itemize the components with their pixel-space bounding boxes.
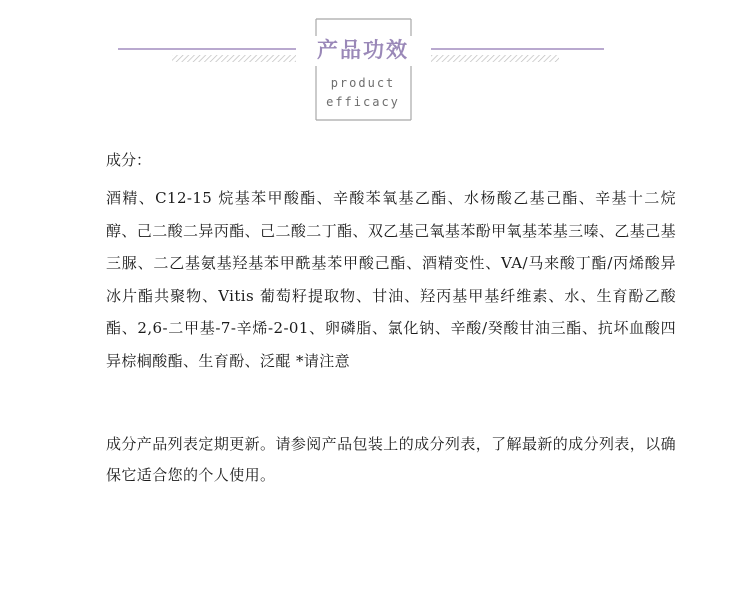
ingredients-section (106, 148, 676, 491)
hatch-strip-left (172, 55, 296, 62)
header-subtitle (316, 74, 410, 112)
hatch-strip-right (431, 55, 559, 62)
header-subtitle-line1: product (330, 76, 396, 90)
ingredients-label: 成分： (106, 151, 152, 169)
header-subtitle-line2: efficacy (326, 95, 400, 109)
update-notice: 成分产品列表定期更新。请参阅产品包装上的成分列表，了解最新的成分列表，以确保它适合您的个人使用。 (106, 435, 676, 484)
ingredients-list: 酒精、C12-15 烷基苯甲酸酯、辛酸苯氧基乙酯、水杨酸乙基己酯、辛基十二烷醇、己二酸二异丙酯、己二酸二丁酯、双乙基己氧基苯酚甲氧基苯基三嗪、乙基己基三脲、二乙基氨基羟基苯甲酰基苯甲酸己酯、酒精变性、VA/马来酸丁酯/丙烯酸异冰片酯共聚物、Vitis 葡萄籽提取物、甘油、羟丙基甲基纤维素、水、生育酚乙酸酯、2,6-二甲基-7-辛烯-2-01、卵磷脂、氯化钠、辛酸/癸酸甘油三酯、抗坏血酸四异棕榈酸酯、生育酚、泛醌 *请注意 (106, 189, 676, 370)
header-title: 产品功效 (317, 38, 409, 62)
section-header (0, 0, 750, 130)
